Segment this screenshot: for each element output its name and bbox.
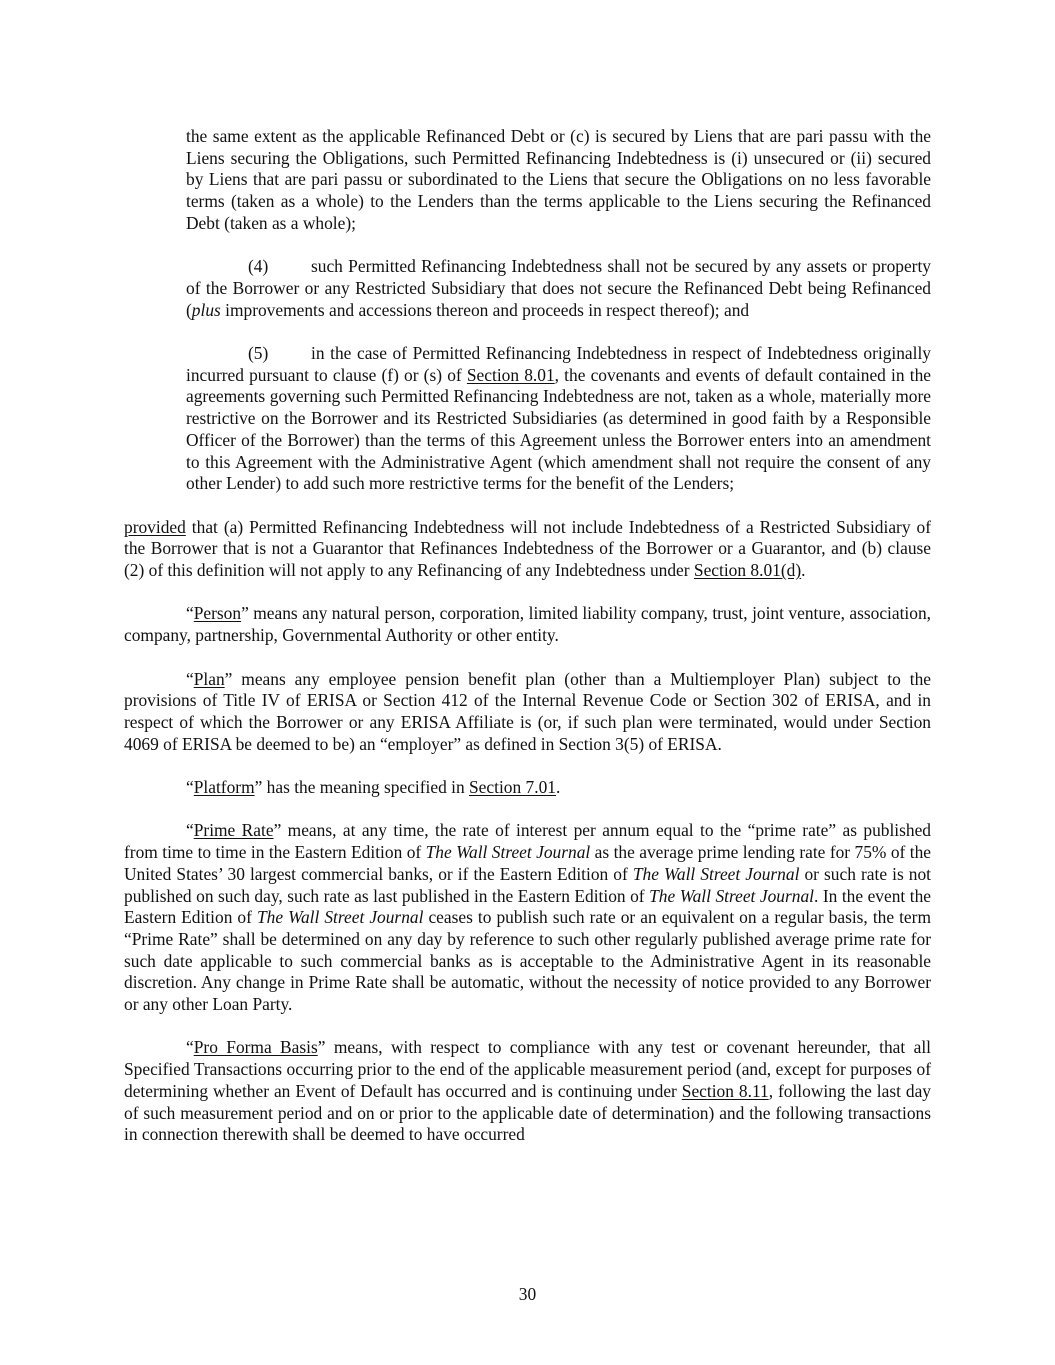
definition-plan: “Plan” means any employee pension benefit plan (other than a Multiemployer Plan) subject to the provisions of Title IV of ERISA or Section 412 of the Internal Revenue Code or Section 302 of ERISA, and in respect of which the Borrower or any ERISA Affiliate is (or, if such plan were terminated, would under Section 4069 of ERISA be deemed to be) an “employer” as defined in Section 3(5) of ERISA. — [124, 668, 931, 754]
proviso-paragraph: provided that (a) Permitted Refinancing Indebtedness will not include Indebtedness of a Restricted Subsidiary of the Borrower that is not a Guarantor that Refinances Indebtedness of the Borrower or a Guarantor, and (b) clause (2) of this definition will not apply to any Refinancing of any Indebtedness under Section 8.01(d). — [124, 516, 931, 581]
section-reference[interactable]: Section 8.01 — [466, 364, 555, 385]
defined-term: Prime Rate — [193, 820, 274, 841]
clause-4: (4) such Permitted Refinancing Indebtedness shall not be secured by any assets or property of the Borrower or any Restricted Subsidiary that does not secure the Refinanced Debt being Refinanced (plus improvements and accessions thereon and proceeds in respect thereof); and — [186, 256, 931, 320]
page-number: 30 — [518, 1284, 537, 1304]
definition-platform: “Platform” has the meaning specified in Section 7.01. — [186, 777, 561, 797]
carry-over-paragraph: the same extent as the applicable Refinanced Debt or (c) is secured by Liens that are pari passu with the Liens securing the Obligations, such Permitted Refinancing Indebtedness is (i) unsecured or (ii) secured by Liens that are pari passu or subordinated to the Liens that secure the Obligations on no less favorable terms (taken as a whole) to the Lenders than the terms applicable to the Liens securing the Refinanced Debt (taken as a whole); — [186, 126, 931, 233]
section-reference[interactable]: Section 7.01 — [469, 777, 556, 797]
definition-person: “Person” means any natural person, corporation, limited liability company, trust, joint venture, association, company, partnership, Governmental Authority or other entity. — [124, 603, 931, 646]
clause-number: (4) — [248, 256, 269, 277]
defined-term: Plan — [193, 668, 225, 689]
defined-term: Pro Forma Basis — [193, 1037, 318, 1058]
defined-term: Person — [193, 603, 242, 624]
section-reference[interactable]: Section 8.11 — [681, 1080, 769, 1101]
plus-italic: plus — [191, 299, 221, 320]
defined-term: Platform — [193, 777, 255, 797]
clause-5: (5) in the case of Permitted Refinancing Indebtedness in respect of Indebtedness originally incurred pursuant to clause (f) or (s) of Section 8.01, the covenants and events of default contained in the agreements governing such Permitted Refinancing Indebtedness are not, taken as a whole, materially more restrictive on the Borrower and its Restricted Subsidiaries (as determined in good faith by a Responsible Officer of the Borrower) than the terms of this Agreement unless the Borrower enters into an amendment to this Agreement with the Administrative Agent (which amendment shall not require the consent of any other Lender) to add such more restrictive terms for the benefit of the Lenders; — [186, 343, 931, 494]
section-reference[interactable]: Section 8.01(d) — [693, 560, 802, 581]
definition-pro-forma-basis: “Pro Forma Basis” means, with respect to compliance with any test or covenant hereunder, that all Specified Transactions occurring prior to the end of the applicable measurement period (and, except for purposes of determining whether an Event of Default has occurred and is continuing under Section 8.11, following the last day of such measurement period and on or prior to the applicable date of determination) and the following transactions in connection therewith shall be deemed to have occurred — [124, 1037, 931, 1145]
provided-term: provided — [124, 516, 186, 537]
definition-prime-rate: “Prime Rate” means, at any time, the rate of interest per annum equal to the “prime rate” as published from time to time in the Eastern Edition of The Wall Street Journal as the average prime lending rate for 75% of the United States’ 30 largest commercial banks, or if the Eastern Edition of The Wall Street Journal or such rate is not published on such day, such rate as last published in the Eastern Edition of The Wall Street Journal. In the event the Eastern Edition of The Wall Street Journal ceases to publish such rate or an equivalent on a regular basis, the term “Prime Rate” shall be determined on any day by reference to such other regularly published average prime rate for such date applicable to such commercial banks as is acceptable to the Administrative Agent in its reasonable discretion. Any change in Prime Rate shall be automatic, without the necessity of notice provided to any Borrower or any other Loan Party. — [124, 820, 931, 1015]
clause-number: (5) — [248, 343, 269, 363]
document-page — [124, 126, 931, 1146]
